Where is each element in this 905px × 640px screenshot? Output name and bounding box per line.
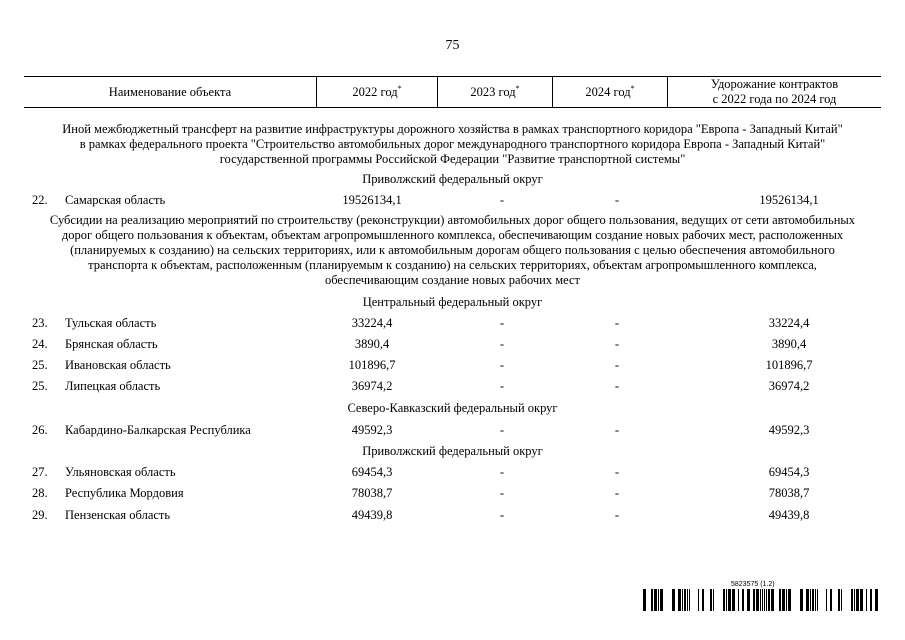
header-cost-increase: Удорожание контрактов с 2022 года по 2024 год xyxy=(668,77,882,108)
table-row: 26. Кабардино-Балкарская Республика 49592,3 - - 49592,3 xyxy=(32,423,810,437)
page-number: 75 xyxy=(445,38,460,53)
header-2024: 2024 год* xyxy=(553,77,668,108)
barcode-label: 5823575 (1.2) xyxy=(731,581,775,588)
district-heading: Северо-Кавказский федеральный округ xyxy=(347,401,558,415)
district-heading: Приволжский федеральный округ xyxy=(362,172,543,186)
table-row: 28. Республика Мордовия 78038,7 - - 78038,7 xyxy=(32,486,810,500)
table-row: 25. Ивановская область 101896,7 - - 101896,7 xyxy=(32,358,813,372)
barcode-icon xyxy=(643,589,881,611)
table-header xyxy=(24,76,881,108)
section2-title: Субсидии на реализацию мероприятий по строительству (реконструкции) автомобильных дорог общего пользования, ведущих от сети автомобильных дорог общего пользования к объектам, объектам агропромышленного комплекса, обеспечивающим создание новых рабочих мест, расположенных (планируемых к созданию) на сельских территориях, или к автомобильным дорогам общего пользования с целью обеспечения автомобильного транспорта к объектам, расположенным (планируемым к созданию) на сельских территориях, объектам агропромышленного комплекса, обеспечивающим создание новых рабочих мест xyxy=(49,213,856,287)
table-row: 27. Ульяновская область 69454,3 - - 69454,3 xyxy=(32,465,810,479)
table-row: 24. Брянская область 3890,4 - - 3890,4 xyxy=(32,337,807,351)
header-name: Наименование объекта xyxy=(24,77,317,108)
table-row: 23. Тульская область 33224,4 - - 33224,4 xyxy=(32,316,810,330)
table-row: 22. Самарская область 19526134,1 - - 19526134,1 xyxy=(32,193,819,207)
header-2022: 2022 год* xyxy=(317,77,438,108)
section1-title: Иной межбюджетный трансферт на развитие инфраструктуры дорожного хозяйства в рамках транспортного коридора "Европа - Западный Китай" в рамках федерального проекта "Строительство автомобильных дорог международного транспортного коридора Европа - Западный Китай" государственной программы Российской Федерации "Развитие транспортной системы" xyxy=(62,122,843,166)
header-2023: 2023 год* xyxy=(438,77,553,108)
district-heading: Центральный федеральный округ xyxy=(362,295,543,309)
table-row: 29. Пензенская область 49439,8 - - 49439,8 xyxy=(32,508,810,522)
table-row: 25. Липецкая область 36974,2 - - 36974,2 xyxy=(32,379,810,393)
district-heading: Приволжский федеральный округ xyxy=(362,444,543,458)
